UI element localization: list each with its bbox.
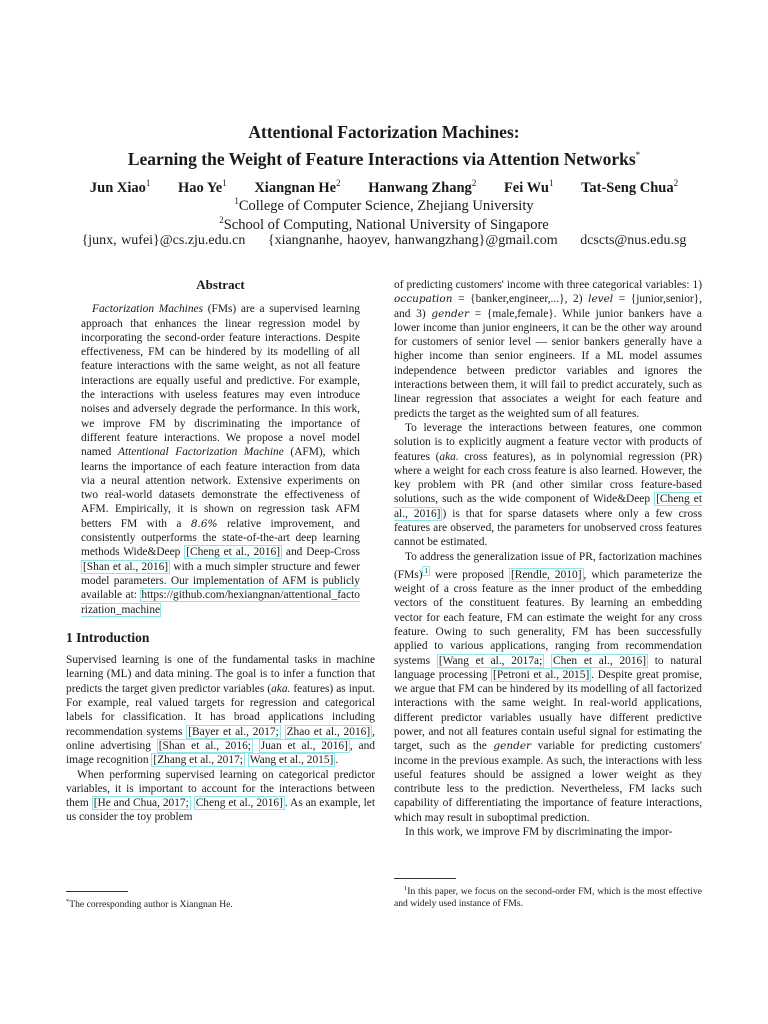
title-line-2: Learning the Weight of Feature Interactions via Attention Networks — [127, 148, 636, 169]
author: Jun Xiao$^1$ — [89, 178, 151, 196]
email: {xiangnanhe, haoyev, hanwangzhang}@gmail.com — [267, 233, 558, 248]
title-footnote-mark: * — [635, 150, 641, 160]
citation-link[interactable]: Wang et al., 2015] — [249, 754, 334, 767]
citation-link[interactable]: [Bayer et al., 2017; — [188, 725, 279, 738]
intro-paragraph-5: To address the generalization issue of PR, factorization machines (FMs) $^1$ were proposed [Rendle, 2010] , which parameterize the weight of a cross feature as the inner product of the embedding vectors of the constituent features. By learning an embedding vector for each feature, FM can estimate the weight for any cross feature. Owing to such generality, FM has been successfully applied to various applications, ranging from recommendation systems [Wang et al., 2017a; Chen et al., 2016] to natural language processing [Petroni et al., 2015] . Despite great promise, we argue that FM can be hindered by its modelling of all factorized interactions with the same weight. In real-world applications, different predictor variables usually have different predictive power, and not all features contain useful signal for estimating the target, such as the gender variable for predicting customers' income in the previous example. As such, the interactions with less useful features should be assigned a lower weight as they contribute less to the prediction. Nevertheless, FM lacks such capability of differentiating the importance of feature interactions, which may result in suboptimal prediction. — [394, 550, 703, 824]
affiliation-2: $^2$School of Computing, National University of Singapore — [219, 215, 549, 233]
paper-title — [0, 121, 768, 171]
author-list — [0, 178, 768, 197]
citation-link[interactable]: Zhao et al., 2016] — [286, 725, 371, 738]
citation-link[interactable]: [Cheng et al., 2016] — [186, 546, 281, 559]
citation-link[interactable]: [He and Chua, 2017; — [93, 797, 189, 810]
intro-paragraph-3: of predicting customers' income with three categorical variables: 1) occupation = {banker,engineer,...}, 2) level = {junior,senior}, and 3) gender = {male,female}. While junior bankers have a lower income than junior engineers, it can be the other way around for customers of senior level — senior bankers generally have a higher income than senior engineers. If a ML model assumes independence between predictor variables and ignores the interactions between them, it will fail to predict accurately, such as linear regression that associates a weight for each feature and predicts the target as the weighted sum of all features. — [394, 279, 702, 420]
footnote-rule — [394, 878, 456, 879]
github-url-link[interactable]: https://github.com/hexiangnan/attentional_factorization_machine — [81, 589, 360, 616]
abstract-body: Factorization Machines (FMs) are a supervised learning approach that enhances the linear regression model by incorporating the second-order feature interactions. Despite effectiveness, FM can be hindered by its modelling of all feature interactions with the same weight, as not all feature interactions are equally useful and predictive. For example, the interactions with useless features may even introduce noises and adversely degrade the performance. In this work, we improve FM by discriminating the importance of different feature interactions. We propose a novel model named Attentional Factorization Machine (AFM), which learns the importance of each feature interaction from data via a neural attention network. Extensive experiments on two real-world datasets demonstrate the effectiveness of AFM. Empirically, it is shown on regression task AFM betters FM with a 8.6% relative improvement, and consistently outperforms the state-of-the-art deep learning methods Wide&Deep [Cheng et al., 2016] and Deep-Cross [Shan et al., 2016] with a much simpler structure and fewer model parameters. Our implementation of AFM is publicly available at: https://github.com/hexiangnan/attentional_factorization_machine — [81, 303, 361, 616]
footnote-left: *The corresponding author is Xiangnan He. — [66, 898, 233, 911]
author: Hao Ye$^1$ — [178, 178, 227, 196]
abstract-heading: Abstract — [196, 277, 245, 292]
section-heading-introduction: 1 Introduction — [66, 629, 150, 645]
left-column — [66, 278, 375, 825]
citation-link[interactable]: [Petroni et al., 2015] — [493, 668, 590, 681]
right-column — [394, 278, 702, 839]
email-list — [0, 233, 768, 249]
citation-link[interactable]: [Zhang et al., 2017; — [153, 754, 243, 767]
footnote-right: $^1$In this paper, we focus on the second-order FM, which is the most effective and widely used instance of FMs. — [394, 885, 702, 910]
footnote-link[interactable]: 1 — [424, 566, 428, 575]
intro-paragraph-2: When performing supervised learning on categorical predictor variables, it is important to account for the interactions between them [He and Chua, 2017; Cheng et al., 2016] . As an example, let us consider the toy problem — [66, 768, 375, 824]
intro-paragraph-1: Supervised learning is one of the fundamental tasks in machine learning (ML) and data mining. The goal is to infer a function that predicts the target given predictor variables (aka. features) as input. For example, real valued targets for regression and categorical labels for classification. It has broad applications including recommendation systems [Bayer et al., 2017; Zhao et al., 2016] , online advertising [Shan et al., 2016; Juan et al., 2016] , and image recognition [Zhang et al., 2017; Wang et al., 2015] . — [66, 654, 376, 767]
footnote-rule — [66, 891, 128, 892]
email: {junx, wufei}@cs.zju.edu.cn — [81, 233, 246, 248]
citation-link[interactable]: [Shan et al., 2016; — [158, 739, 251, 752]
citation-link[interactable]: [Cheng et al., 2016] — [394, 493, 702, 520]
author: Hanwang Zhang$^2$ — [368, 178, 477, 196]
citation-link[interactable]: Chen et al., 2016] — [553, 654, 647, 667]
author: Xiangnan He$^2$ — [254, 178, 341, 196]
author: Tat-Seng Chua$^2$ — [581, 178, 679, 196]
citation-link[interactable]: [Rendle, 2010] — [510, 568, 582, 581]
citation-link[interactable]: Juan et al., 2016] — [260, 739, 348, 752]
email: dcscts@nus.edu.sg — [580, 233, 687, 248]
affiliation-1: $^1$College of Computer Science, Zhejiang University — [234, 196, 534, 214]
author: Fei Wu$^1$ — [503, 178, 554, 196]
citation-link[interactable]: [Wang et al., 2017a; — [438, 654, 543, 667]
intro-paragraph-4: To leverage the interactions between features, one common solution is to explicitly augment a feature vector with products of features (aka. cross features), as in polynomial regression (PR) where a weight for each cross feature is also learned. However, the key problem with PR (and other similar cross feature-based solutions, such as the wide component of Wide&Deep [Cheng et al., 2016] ) is that for sparse datasets where only a few cross features are observed, the parameters for unobserved cross features cannot be estimated. — [394, 421, 703, 549]
citation-link[interactable]: Cheng et al., 2016] — [195, 797, 283, 810]
citation-link[interactable]: [Shan et al., 2016] — [83, 560, 169, 573]
intro-paragraph-6: In this work, we improve FM by discriminating the impor- — [405, 826, 673, 839]
title-line-1: Attentional Factorization Machines: — [248, 122, 520, 142]
